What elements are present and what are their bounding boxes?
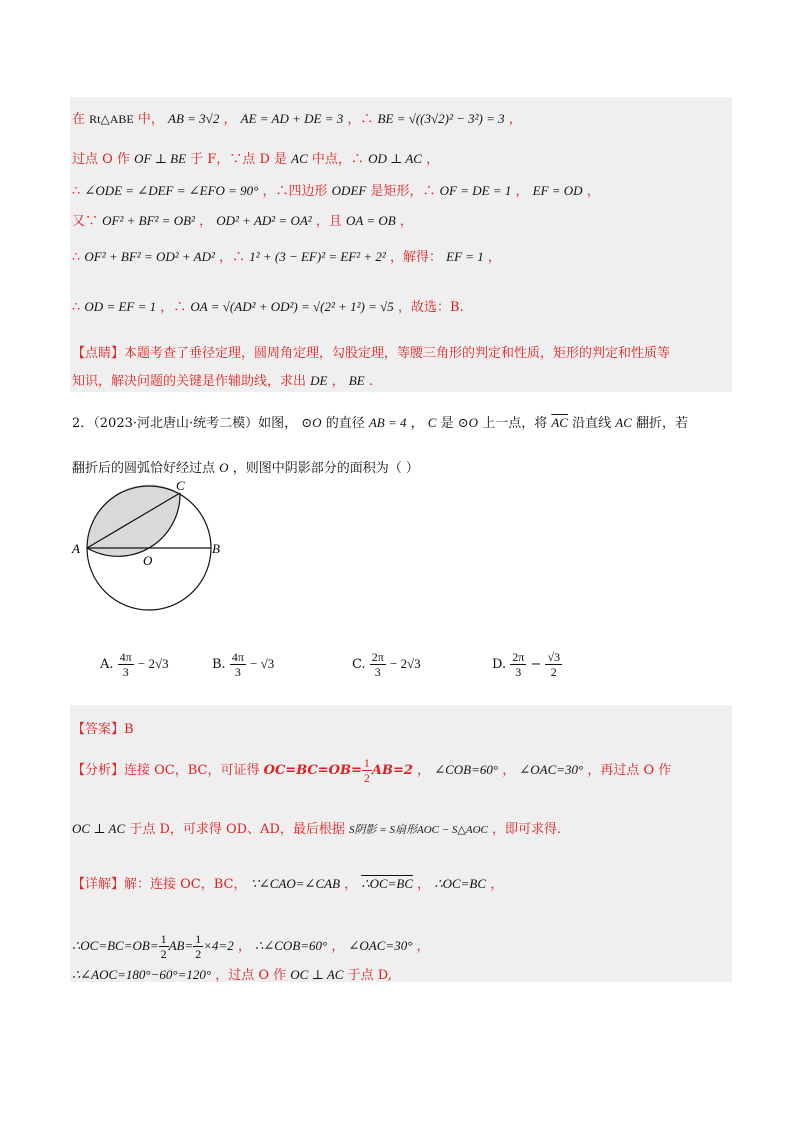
detail-line-1: 【详解】解：连接 OC，BC， ∵∠CAO=∠CAB ， ∴OC=BC ， ∴OC=BC ， <box>72 876 504 892</box>
solution-line-5: ∴ OF² + BF² = OD² + AD² ，∴ 1² + (3 − EF)² = EF² + 2² ，解得： EF = 1 ， <box>72 249 501 265</box>
detail-line-3: ∴∠AOC=180°−60°=120° ，过点 O 作 OC ⊥ AC 于点 D, <box>72 967 392 983</box>
solution-line-4: 又∵ OF² + BF² = OB² ， OD² + AD² = OA² ，且 OA = OB ， <box>72 213 413 229</box>
analysis-line-1: 【分析】连接 OC，BC，可证得 OC=BC=OB= $\frac{1}{2}$ AB=2 ， ∠COB=60° ， ∠OAC=30° ，再过点 O 作 <box>72 756 672 785</box>
solution-line-6: ∴ OD = EF = 1 ，∴ OA = √(AD² + OD²) = √(2² + 1²) = √5 ，故选：B. <box>72 299 464 315</box>
solution-line-1: 在 Rt△ABE 中， AB = 3√2 ， AE = AD + DE = 3 ，∴ BE = √((3√2)² − 3²) = 3 ， <box>72 111 522 127</box>
solution-line-3: ∴ ∠ODE = ∠DEF = ∠EFO = 90° ，∴四边形 ODEF 是矩形，∴ OF = DE = 1 ， EF = OD ， <box>72 183 600 199</box>
solution-line-2: 过点 O 作 OF ⊥ BE 于 F，∵点 D 是 AC 中点，∴ OD ⊥ AC ， <box>72 151 440 167</box>
circle-fold-figure <box>68 475 228 635</box>
key-point-line-2: 知识，解决问题的关键是作辅助线，求出 DE ， BE . <box>72 373 373 389</box>
option-b[interactable]: B. $\frac{4\pi}{3}$ − √3 <box>212 650 275 679</box>
question-2-line-1: 2．（2023·河北唐山·统考二模）如图， ⊙O 的直径 AB = 4 ， C 是 ⊙O 上一点，将 $\overline{AC}$ 沿直线 AC 翻折，若 <box>72 415 689 431</box>
analysis-line-2: OC ⊥ AC 于点 D，可求得 OD、AD，最后根据 S阴影 = S扇形AOC − S△AOC ，即可求得. <box>72 821 562 837</box>
option-c[interactable]: C. $\frac{2\pi}{3}$ − 2√3 <box>352 650 421 679</box>
option-a[interactable]: A. $\frac{4\pi}{3}$ − 2√3 <box>100 650 169 679</box>
key-point-line-1: 【点睛】本题考查了垂径定理，圆周角定理，勾股定理，等腰三角形的判定和性质，矩形的判定和性质等 <box>72 346 671 361</box>
detail-line-2: ∴OC=BC=OB= $\frac{1}{2}$ AB= $\frac{1}{2}$ ×4=2 ， ∴∠COB=60° ， ∠OAC=30° ， <box>72 932 430 961</box>
answer-line: 【答案】B <box>72 722 134 737</box>
label-a: A <box>72 541 80 556</box>
option-d[interactable]: D. $\frac{2\pi}{3}$ − $\frac{√3}{2}$ <box>492 650 561 679</box>
label-c: C <box>176 478 185 493</box>
label-o: O <box>143 553 153 568</box>
question-2-line-2: 翻折后的圆弧恰好经过点 O ，则图中阴影部分的面积为（ ） <box>72 460 419 476</box>
label-b: B <box>212 541 220 556</box>
